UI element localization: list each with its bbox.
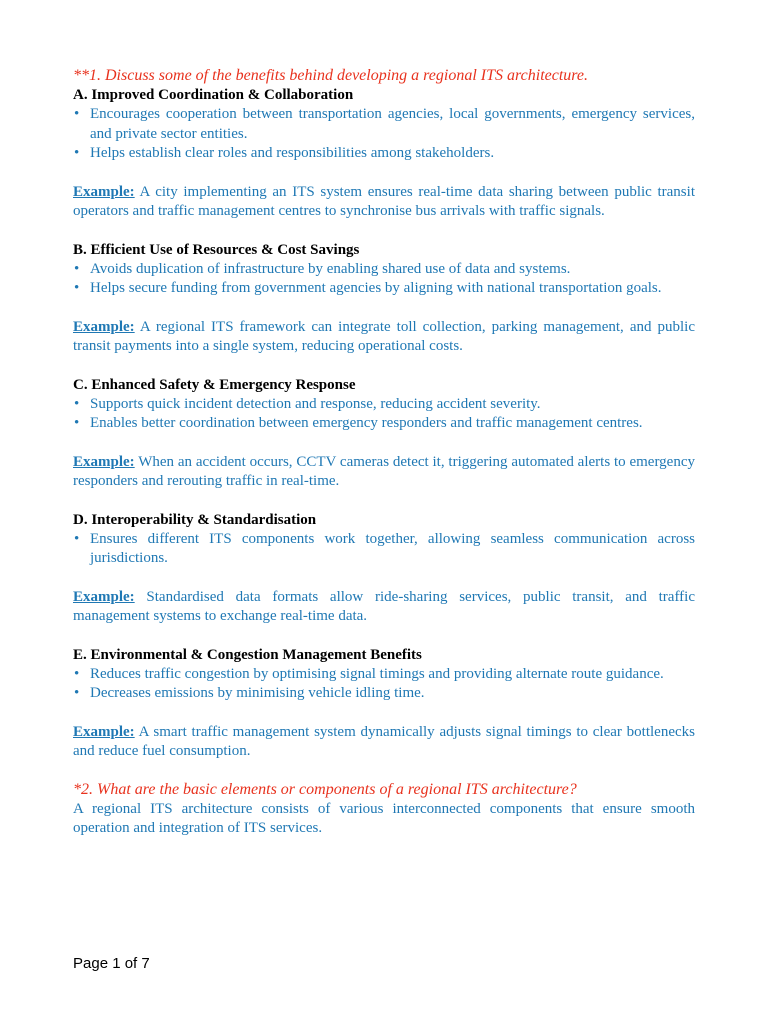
section — [73, 241, 695, 357]
bullet-list — [73, 395, 695, 434]
section-title: D. Interoperability & Standardisation — [73, 511, 317, 528]
example-paragraph — [73, 588, 695, 627]
section — [73, 86, 695, 222]
bullet-icon: • — [74, 260, 80, 277]
example-text: A city implementing an ITS system ensures real-time data sharing between public transit operators and traffic management centres to synchronise bus arrivals with traffic signals. — [73, 183, 695, 219]
bullet-list — [73, 105, 695, 164]
bullet-item — [73, 665, 695, 685]
bullet-item — [73, 260, 695, 280]
bullet-icon: • — [74, 145, 80, 161]
bullet-item — [73, 414, 695, 434]
question-1: **1. Discuss some of the benefits behind developing a regional ITS architecture. — [73, 67, 589, 84]
document-page — [73, 66, 695, 839]
bullet-text: Reduces traffic congestion by optimising signal timings and providing alternate route guidance. — [90, 665, 664, 682]
bullet-item — [73, 530, 695, 569]
bullet-icon: • — [74, 106, 80, 122]
example-text: When an accident occurs, CCTV cameras detect it, triggering automated alerts to emergency responders and rerouting traffic in real-time. — [73, 453, 695, 489]
section-title: E. Environmental & Congestion Management Benefits — [73, 646, 422, 663]
bullet-item — [73, 684, 695, 704]
bullet-item — [73, 279, 695, 299]
bullet-text: Enables better coordination between emergency responders and traffic management centres. — [90, 415, 643, 431]
bullet-list — [73, 260, 695, 299]
bullet-icon: • — [74, 280, 80, 296]
example-paragraph — [73, 723, 695, 762]
bullet-text: Ensures different ITS components work together, allowing seamless communication across jurisdictions. — [90, 530, 695, 566]
bullet-item — [73, 395, 695, 415]
bullet-icon: • — [74, 685, 80, 701]
bullet-list — [73, 665, 695, 704]
bullet-text: Avoids duplication of infrastructure by enabling shared use of data and systems. — [90, 260, 571, 277]
example-label: Example: — [73, 588, 135, 605]
example-label: Example: — [73, 183, 135, 200]
example-label: Example: — [73, 453, 135, 470]
section — [73, 646, 695, 762]
section-title: B. Efficient Use of Resources & Cost Savings — [73, 241, 360, 258]
example-paragraph — [73, 318, 695, 357]
bullet-text: Helps secure funding from government agencies by aligning with national transportation goals. — [90, 280, 662, 296]
section-title: C. Enhanced Safety & Emergency Response — [73, 376, 356, 393]
bullet-list — [73, 530, 695, 569]
page-number: Page 1 of 7 — [73, 955, 150, 972]
section-title: A. Improved Coordination & Collaboration — [73, 87, 354, 103]
bullet-text: Supports quick incident detection and response, reducing accident severity. — [90, 395, 541, 412]
bullet-text: Encourages cooperation between transportation agencies, local governments, emergency services, and private sector entities. — [90, 106, 695, 142]
bullet-item — [73, 105, 695, 144]
example-text: A smart traffic management system dynamically adjusts signal timings to clear bottlenecks and reduce fuel consumption. — [73, 723, 695, 759]
bullet-text: Helps establish clear roles and responsibilities among stakeholders. — [90, 145, 495, 161]
bullet-item — [73, 144, 695, 164]
bullet-text: Decreases emissions by minimising vehicle idling time. — [90, 685, 425, 701]
example-label: Example: — [73, 318, 135, 335]
example-text: A regional ITS framework can integrate toll collection, parking management, and public transit payments into a single system, reducing operational costs. — [73, 318, 695, 354]
example-text: Standardised data formats allow ride-sharing services, public transit, and traffic management systems to exchange real-time data. — [73, 588, 696, 624]
answer-2: A regional ITS architecture consists of various interconnected components that ensure smooth operation and integration of ITS services. — [73, 800, 695, 836]
question-2: *2. What are the basic elements or components of a regional ITS architecture? — [73, 780, 577, 798]
bullet-icon: • — [74, 395, 80, 412]
example-paragraph — [73, 183, 695, 222]
section — [73, 511, 695, 627]
bullet-icon: • — [74, 665, 80, 682]
bullet-icon: • — [74, 415, 80, 431]
example-label: Example: — [73, 723, 135, 740]
bullet-icon: • — [74, 530, 80, 547]
section — [73, 376, 695, 492]
example-paragraph — [73, 453, 695, 492]
sections-container — [73, 86, 695, 762]
